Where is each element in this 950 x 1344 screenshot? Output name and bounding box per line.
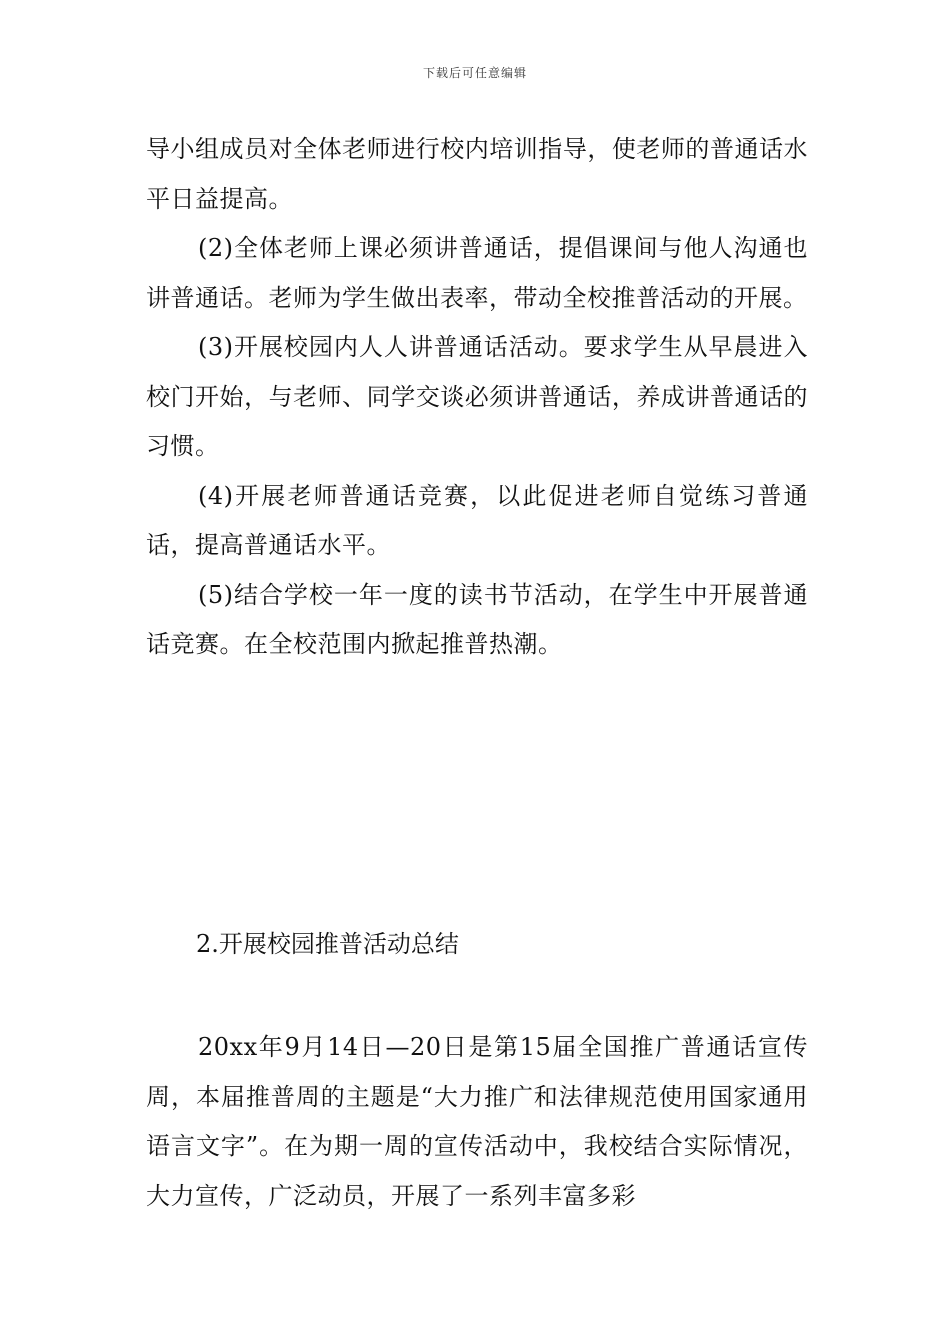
paragraph-item-2: (2)全体老师上课必须讲普通话，提倡课间与他人沟通也讲普通话。老师为学生做出表率，带动全校推普活动的开展。 — [146, 234, 808, 312]
header-note: 下载后可任意编辑 — [422, 66, 527, 80]
section-one-body — [146, 125, 808, 670]
paragraph-continuation: 导小组成员对全体老师进行校内培训指导，使老师的普通话水平日益提高。 — [146, 135, 808, 213]
paragraph-item-4: (4)开展老师普通话竞赛，以此促进老师自觉练习普通话，提高普通话水平。 — [146, 481, 808, 559]
paragraph-summary: 20xx年9月14日—20日是第15届全国推广普通话宣传周，本届推普周的主题是“大力推广和法律规范使用国家通用语言文字”。在为期一周的宣传活动中，我校结合实际情况，大力宣传，广泛动员，开展了一系列丰富多彩 — [146, 1033, 808, 1210]
paragraph-item-3: (3)开展校园内人人讲普通话活动。要求学生从早晨进入校门开始，与老师、同学交谈必须讲普通话，养成讲普通话的习惯。 — [146, 333, 808, 460]
section-two-heading: 2.开展校园推普活动总结 — [196, 930, 459, 958]
section-two-body — [146, 1023, 808, 1221]
paragraph-item-5: (5)结合学校一年一度的读书节活动，在学生中开展普通话竞赛。在全校范围内掀起推普热潮。 — [146, 580, 808, 658]
